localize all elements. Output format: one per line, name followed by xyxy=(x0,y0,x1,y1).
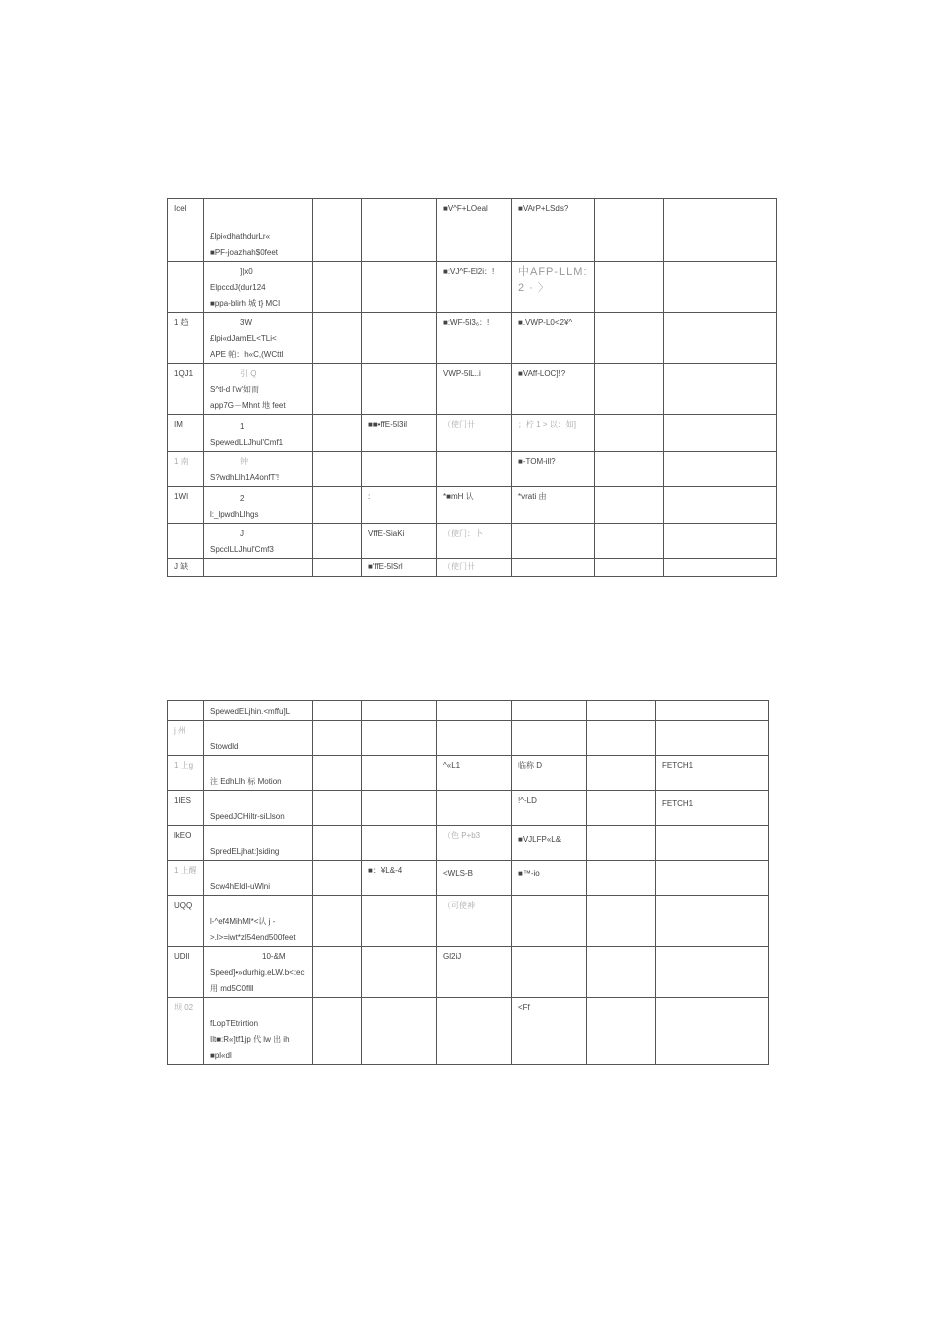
table-cell: : xyxy=(368,492,371,501)
row-label: 坝 02 xyxy=(174,1003,194,1012)
table-row xyxy=(168,791,769,826)
cell-line: l:_lpwdhLlhgs xyxy=(210,510,259,519)
table-row xyxy=(168,559,777,577)
cell-line: J xyxy=(240,529,244,538)
table-cell: ^«L1 xyxy=(443,761,461,770)
table-cell: FETCH1 xyxy=(662,761,694,770)
table-row xyxy=(168,199,777,262)
table-cell: ■：¥L&-4 xyxy=(368,866,403,875)
table-cell: ■■•ffE-5l3il xyxy=(368,420,407,429)
table-cell: ■VJLFP«L& xyxy=(518,835,562,844)
cell-line: Ilt■:R«]tf1jp 代 lw 出 ih xyxy=(210,1035,290,1044)
cell-line: 注 EdhLlh 标 Motion xyxy=(210,777,282,786)
table-row xyxy=(168,415,777,452)
table-cell: ■™-io xyxy=(518,869,540,878)
row-label: IM xyxy=(174,420,183,429)
row-label: lkEO xyxy=(174,831,192,840)
table-cell: !^-LD xyxy=(518,796,537,805)
cell-line: Speed]•»durhig.eLW.b<:ec xyxy=(210,968,305,977)
row-label: 1 南 xyxy=(174,457,189,466)
table-cell: （使门卄 xyxy=(443,562,475,571)
cell-line: SpewedELjhin.<mffu]L xyxy=(210,707,291,716)
table-row xyxy=(168,524,777,559)
table-cell: ■V^F+LOeal xyxy=(443,204,488,213)
cell-line: fLopTEtrirtion xyxy=(210,1019,259,1028)
cell-line: app7G－Mhnt 地 feet xyxy=(210,401,286,410)
row-label: UQQ xyxy=(174,901,193,910)
table-row xyxy=(168,756,769,791)
table-cell: VWP-5lL..i xyxy=(443,369,481,378)
cell-line: 2 xyxy=(240,494,245,503)
table-row xyxy=(168,998,769,1065)
table-row xyxy=(168,826,769,861)
table-cell: ■-TOM-ill? xyxy=(518,457,556,466)
table-row xyxy=(168,452,777,487)
table-row xyxy=(168,947,769,998)
cell-line: ElpccdJ(dur124 xyxy=(210,283,266,292)
table-cell: ■VAff-LOC]!? xyxy=(518,369,566,378)
cell-line: S?wdhLlh1A4onfT'! xyxy=(210,473,280,482)
row-label: 1WI xyxy=(174,492,189,501)
table-cell: ■'ffE-5lSrl xyxy=(368,562,403,571)
table-cell: *■mH 认 xyxy=(443,492,474,501)
cell-line: l-^ef4MihMl*<认 j - xyxy=(210,917,276,926)
table-cell: 临称 D xyxy=(518,761,542,770)
cell-line: ]|x0 xyxy=(240,267,253,276)
table-cell: VffE-SiaKi xyxy=(368,529,405,538)
cell-line: Stowdld xyxy=(210,742,239,751)
cell-line: £lpi«dJamEL<TLi< xyxy=(210,334,277,343)
cell-line: ■PF-joazhah$0feet xyxy=(210,248,278,257)
cell-line: ■ppa-blirh 城 t} MCI xyxy=(210,299,281,308)
table-cell: Gl2iJ xyxy=(443,952,462,961)
table-cell: ■:VJ^F-El2i：! xyxy=(443,267,495,276)
row-label: 1lES xyxy=(174,796,191,805)
cell-line: SpewedLLJhul'Cmf1 xyxy=(210,438,284,447)
cell-line: >.l>=iwt*zl54end500feet xyxy=(210,933,296,942)
cell-line: SpcclLLJhul'Cmf3 xyxy=(210,545,274,554)
row-label: Icel xyxy=(174,204,187,213)
cell-line: SpeedJCHiltr-siLlson xyxy=(210,812,285,821)
row-label: UDIl xyxy=(174,952,190,961)
table-row xyxy=(168,487,777,524)
table-cell: ■VArP+LSds? xyxy=(518,204,569,213)
table-cell: 2 · 〉 xyxy=(518,282,550,294)
cell-line: S^tl-d l'w'如而 xyxy=(210,385,260,394)
row-label: j 州 xyxy=(174,726,186,735)
cell-line: 引 Q xyxy=(240,369,257,378)
cell-line: 钟 xyxy=(240,457,248,466)
table-cell: （可使神 xyxy=(443,901,475,910)
cell-line: £lpi«dhathdurLr« xyxy=(210,232,271,241)
table-cell: <WLS-B xyxy=(443,869,474,878)
cell-line: SpredELjhat:]siding xyxy=(210,847,280,856)
cell-line: 1 xyxy=(240,422,245,431)
table-row xyxy=(168,721,769,756)
row-label: J 缺 xyxy=(174,562,189,571)
cell-line: APE 帕：h«C,(WCttl xyxy=(210,350,284,359)
cell-line: 用 md5C0flll xyxy=(210,984,254,993)
table-row xyxy=(168,701,769,721)
table-cell: ■.VWP-L0<2¥^ xyxy=(518,318,573,327)
table-cell: 中AFP-LLM: xyxy=(518,266,588,278)
cell-line: ■pl«dl xyxy=(210,1051,232,1060)
table-cell: ■:WF-5l3₆：! xyxy=(443,318,490,327)
table-row xyxy=(168,262,777,313)
cell-line: Scw4hEldl-uWlni xyxy=(210,882,271,891)
upper-table xyxy=(167,198,777,577)
table-cell: ；柠 1 > 以：如] xyxy=(518,420,577,429)
table-row xyxy=(168,364,777,415)
cell-line xyxy=(210,213,306,229)
row-label: 1 上醒 xyxy=(174,866,197,875)
lower-table xyxy=(167,700,769,1065)
table-cell: （使门：卜 xyxy=(443,529,483,538)
table-row xyxy=(168,313,777,364)
table-cell: （使门卄 xyxy=(443,420,475,429)
table-row xyxy=(168,861,769,896)
row-label: 1 上g xyxy=(174,761,194,770)
table-row xyxy=(168,896,769,947)
table-cell: *vrati 由 xyxy=(518,492,547,501)
cell-line: 3W xyxy=(240,318,252,327)
row-label: 1 趋 xyxy=(174,318,189,327)
table-cell: <Ff xyxy=(518,1003,530,1012)
table-cell: （色 P+b3 xyxy=(443,831,481,840)
table-cell: FETCH1 xyxy=(662,799,694,808)
row-label: 1QJ1 xyxy=(174,369,194,378)
cell-line: 10-&M xyxy=(262,952,286,961)
